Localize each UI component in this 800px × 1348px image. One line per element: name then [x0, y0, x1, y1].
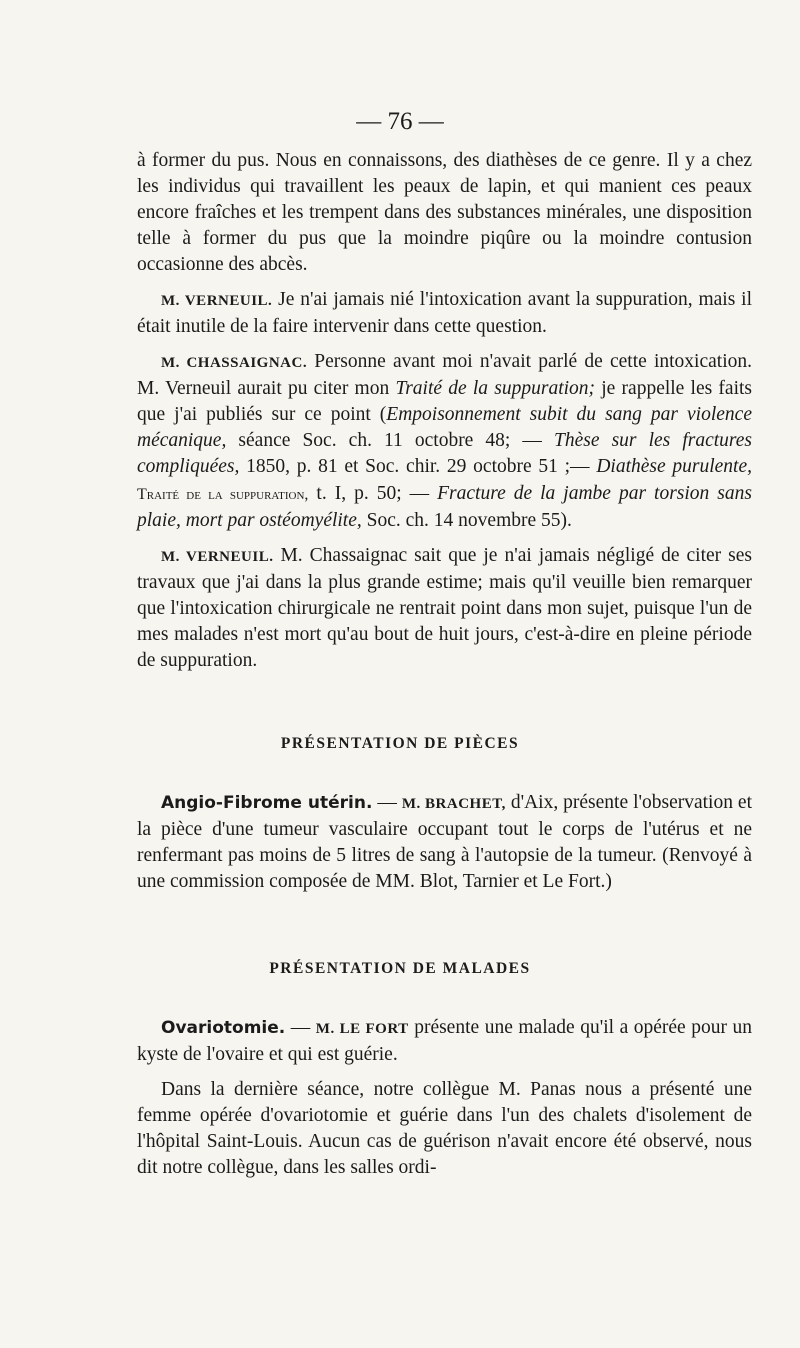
dash: —: [285, 1017, 316, 1038]
citation-title: Fracture de la jambe par torsion sans plaie, mort par ostéomyélite,: [137, 483, 752, 531]
paragraph-chassaignac: [137, 349, 752, 534]
speaker-name: M. BRACHET,: [401, 796, 506, 812]
section-heading-malades: PRÉSENTATION DE MALADES: [269, 960, 531, 977]
citation-title: Diathèse purulente,: [596, 456, 752, 477]
paragraph-verneuil-1: [137, 287, 752, 340]
speaker-name: M. CHASSAIGNAC.: [161, 355, 308, 371]
paragraph-text: présente une malade qu'il a opérée pour un kyste de l'ovaire et qui est guérie.: [137, 1017, 753, 1065]
citation-title: Traité de la suppuration;: [395, 378, 596, 399]
discussion-block: [137, 148, 752, 683]
speaker-name: M. VERNEUIL.: [161, 293, 273, 309]
speech-text: Soc. ch. 14 novembre 55).: [361, 510, 572, 531]
paragraph-text: d'Aix, présente l'observation et la pièce d'une tumeur vasculaire occupant tout le corps de l'utérus et ne renfermant pas moins de 5 litres de sang à l'autopsie de la tumeur. (Renvoyé à une commission composée de MM. Blot, Tarnier et Le Fort.): [137, 792, 752, 892]
speech-text: Je n'ai jamais nié l'intoxication avant la suppuration, mais il était inutile de la faire intervenir dans cette question.: [137, 289, 752, 337]
dash: —: [372, 792, 402, 813]
malades-block: [137, 1015, 752, 1190]
page-number: — 76 —: [356, 108, 444, 135]
pieces-block: [137, 790, 752, 904]
speaker-name: M. VERNEUIL.: [161, 549, 274, 565]
paragraph-ovariotomie: [137, 1015, 752, 1068]
citation-title: Empoisonnement subit du sang par violence mécanique,: [137, 404, 752, 451]
speech-text: 1850, p. 81 et Soc. chir. 29 octobre 51 ;—: [239, 456, 597, 477]
run-in-title: Angio-Fibrome utérin.: [161, 793, 373, 813]
speech-text: je rappelle les faits que j'ai publiés sur ce point (: [137, 378, 753, 425]
speech-text: M. Chassaignac sait que je n'ai jamais négligé de citer ses travaux que j'ai dans la plus grande estime; mais qu'il veuille bien remarquer que l'intoxication chirurgicale ne rentrait point dans mon sujet, puisque l'un de mes malades n'est mort qu'au bout de huit jours, c'est-à-dire en pleine période de suppuration.: [137, 545, 752, 671]
citation-smallcaps: Traité de la suppuration,: [137, 486, 309, 503]
run-in-title: Ovariotomie.: [161, 1018, 286, 1038]
speech-text: Personne avant moi n'avait parlé de cette intoxication. M. Verneuil aurait pu citer mon: [137, 351, 752, 399]
citation-title: Thèse sur les fractures compliquées,: [137, 430, 753, 477]
paragraph-continuation: à former du pus. Nous en connaissons, des diathèses de ce genre. Il y a chez les individus qui travaillent les peaux de lapin, et qui manient ces peaux encore fraîches et les trempent dans des substances minérales, une disposition telle à former du pus que la moindre piqûre ou la moindre contusion occasionne des abcès.: [137, 150, 752, 275]
section-heading-pieces: PRÉSENTATION DE PIÈCES: [280, 735, 520, 752]
paragraph-panas: Dans la dernière séance, notre collègue M. Panas nous a présenté une femme opérée d'ovariotomie et guérie dans l'un des chalets d'isolement de l'hôpital Saint-Louis. Aucun cas de guérison n'avait encore été observé, nous dit notre collègue, dans les salles ordi-: [137, 1079, 752, 1178]
speech-text: séance Soc. ch. 11 octobre 48; —: [226, 430, 554, 451]
speech-text: t. I, p. 50; —: [308, 483, 438, 504]
paragraph-angio-fibrome: [137, 790, 752, 895]
paragraph-verneuil-2: [137, 543, 752, 674]
speaker-name: M. LE FORT: [315, 1021, 409, 1037]
